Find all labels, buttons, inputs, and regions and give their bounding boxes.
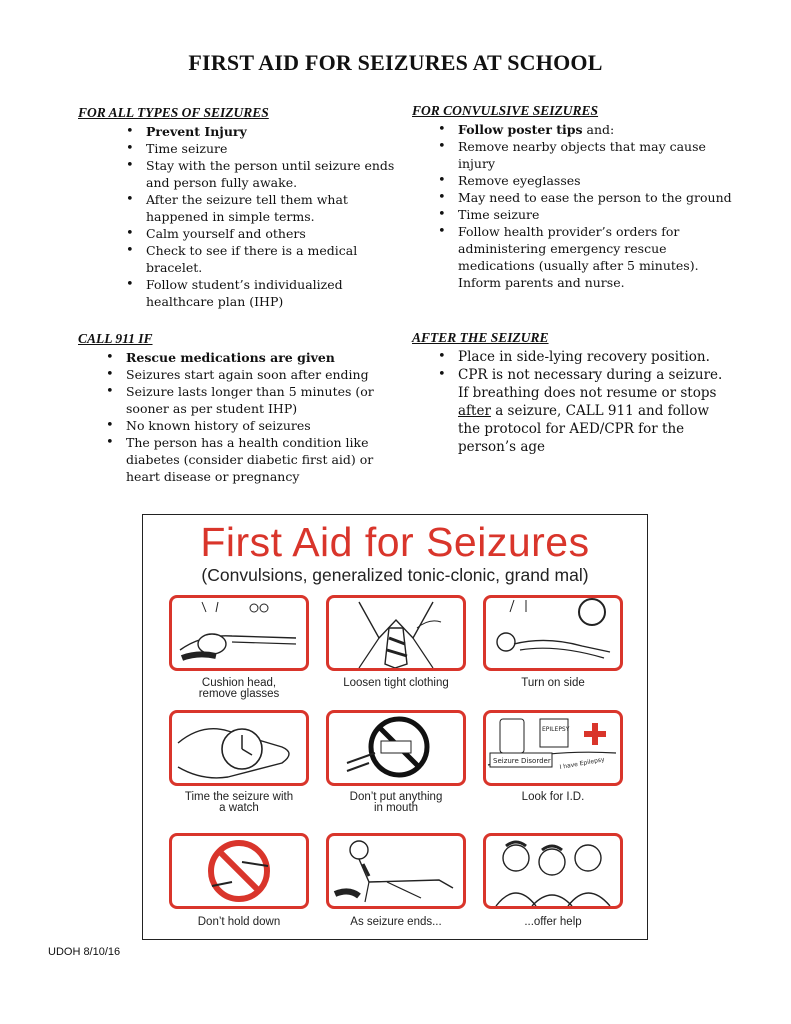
list-item-text: Calm yourself and others — [146, 226, 306, 241]
list-item — [78, 157, 398, 191]
offer-help-icon — [486, 836, 620, 906]
list-item — [78, 349, 398, 366]
list-item — [412, 138, 742, 172]
loosen-clothing-icon — [329, 598, 463, 668]
panel-dont-hold-down — [169, 833, 309, 909]
list-item — [412, 366, 732, 456]
after-item-cpr-b: a seizure, CALL 911 and follow the protocol for AED/CPR for the person’s age — [458, 403, 710, 455]
caption-medical-id: Look for I.D. — [521, 791, 585, 803]
after-seizure-heading: AFTER THE SEIZURE — [412, 330, 549, 345]
call-911-section — [78, 330, 398, 485]
list-item-text: Time seizure — [146, 141, 228, 156]
after-item-cpr-a: CPR is not necessary during a seizure. If breathing does not resume or stops — [458, 367, 723, 401]
watch-icon — [172, 713, 306, 783]
poster-title: First Aid for Seizures — [200, 519, 590, 565]
list-item — [412, 223, 742, 291]
caption-watch: Time the seizure with a watch — [184, 791, 294, 814]
list-item — [78, 191, 398, 225]
list-item-text: and: — [582, 122, 615, 137]
list-item-text: Follow health provider’s orders for administering emergency rescue medications (usually after 5 minutes). Inform parents and nurse. — [458, 224, 699, 290]
list-item — [78, 417, 398, 434]
convulsive-heading: FOR CONVULSIVE SEIZURES — [412, 103, 599, 118]
list-item-bold: Follow poster tips — [458, 122, 583, 137]
list-item-text: Time seizure — [458, 207, 540, 222]
poster-subtitle: (Convulsions, generalized tonic-clonic, grand mal) — [201, 565, 589, 585]
caption-cushion-head: Cushion head, remove glasses — [198, 677, 280, 700]
list-item — [412, 206, 742, 223]
list-item-text: Follow student’s individualized healthcare plan (IHP) — [146, 277, 343, 309]
page-title: FIRST AID FOR SEIZURES AT SCHOOL — [188, 50, 603, 75]
list-item-text: After the seizure tell them what happened in simple terms. — [146, 192, 348, 224]
list-item-text: Check to see if there is a medical bracelet. — [146, 243, 358, 275]
id-tag-seizure-disorder: Seizure Disorder — [493, 757, 551, 765]
id-tag-epilepsy: EPILEPSY — [542, 726, 570, 733]
list-item — [412, 348, 732, 366]
list-item — [412, 121, 742, 138]
footer-date: UDOH 8/10/16 — [48, 946, 121, 958]
panel-medical-id — [483, 710, 623, 786]
caption-offer-help: ...offer help — [524, 916, 582, 928]
list-item — [412, 172, 742, 189]
list-item-bold: Prevent Injury — [146, 124, 247, 139]
cushion-head-icon — [172, 598, 306, 668]
id-tag-i-have-epilepsy: I have Epilepsy — [559, 756, 606, 771]
list-item-bold: Rescue medications are given — [126, 350, 335, 365]
list-item-text: May need to ease the person to the ground — [458, 190, 732, 205]
turn-on-side-icon — [486, 598, 620, 668]
seizure-ends-icon — [329, 836, 463, 906]
list-item-text: The person has a health condition like diabetes (consider diabetic first aid) or heart disease or pregnancy — [126, 435, 374, 484]
medical-id-icon — [486, 713, 620, 783]
convulsive-list — [412, 121, 742, 291]
caption-turn-on-side: Turn on side — [521, 677, 585, 689]
panel-nothing-in-mouth — [326, 710, 466, 786]
all-types-list — [78, 123, 398, 310]
after-item-cpr-underline: after — [458, 403, 491, 419]
convulsive-section — [412, 102, 742, 291]
list-item-text: Seizures start again soon after ending — [126, 367, 369, 382]
list-item-text: Remove nearby objects that may cause injury — [458, 139, 706, 171]
panel-offer-help — [483, 833, 623, 909]
list-item-text: No known history of seizures — [126, 418, 311, 433]
all-types-heading: FOR ALL TYPES OF SEIZURES — [78, 105, 269, 120]
call-911-heading: CALL 911 IF — [78, 331, 153, 346]
list-item — [78, 242, 398, 276]
first-aid-poster — [142, 514, 648, 940]
list-item — [78, 140, 398, 157]
list-item-text: Seizure lasts longer than 5 minutes (or sooner as per student IHP) — [126, 384, 374, 416]
caption-dont-hold-down: Don’t hold down — [197, 916, 281, 928]
dont-hold-down-icon — [172, 836, 306, 906]
panel-seizure-ends — [326, 833, 466, 909]
panel-cushion-head — [169, 595, 309, 671]
after-seizure-list — [412, 348, 732, 456]
list-item — [78, 366, 398, 383]
list-item — [412, 189, 742, 206]
list-item — [78, 383, 398, 417]
list-item-text: Stay with the person until seizure ends and person fully awake. — [146, 158, 395, 190]
call-911-list — [78, 349, 398, 485]
caption-seizure-ends: As seizure ends... — [350, 916, 442, 928]
all-types-section — [78, 104, 398, 310]
list-item — [78, 225, 398, 242]
list-item — [78, 123, 398, 140]
panel-loosen-clothing — [326, 595, 466, 671]
after-seizure-section — [412, 329, 732, 456]
after-item-recovery: Place in side-lying recovery position. — [458, 349, 710, 365]
list-item-text: Remove eyeglasses — [458, 173, 581, 188]
nothing-in-mouth-icon — [329, 713, 463, 783]
panel-watch — [169, 710, 309, 786]
caption-loosen-clothing: Loosen tight clothing — [343, 677, 449, 689]
list-item — [78, 276, 398, 310]
caption-nothing-in-mouth: Don’t put anything in mouth — [349, 791, 443, 814]
list-item — [78, 434, 398, 485]
panel-turn-on-side — [483, 595, 623, 671]
